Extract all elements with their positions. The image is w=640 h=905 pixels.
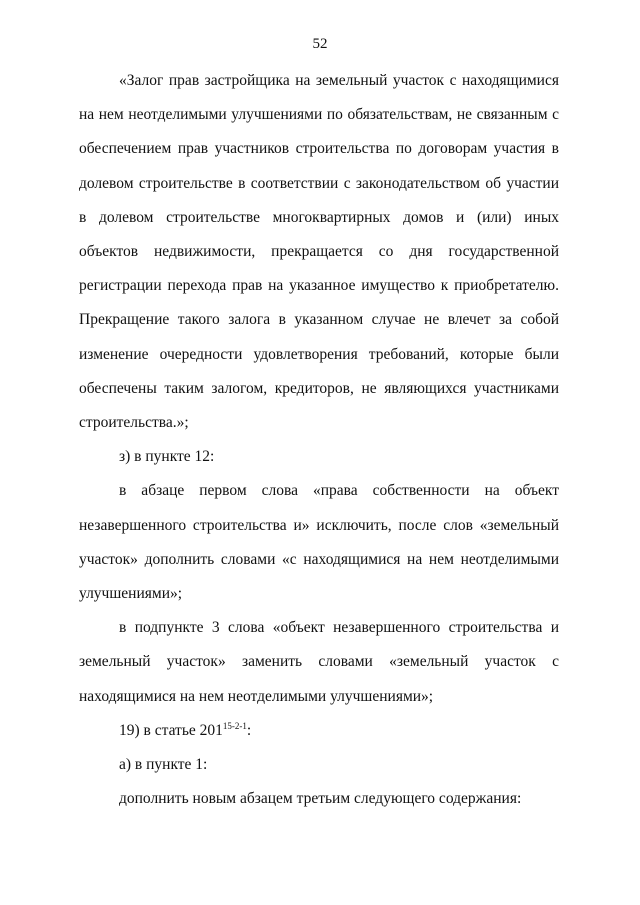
paragraph-point-a: а) в пункте 1: [119, 756, 208, 774]
paragraph-add-third: дополнить новым абзацем третьим следующего содержания: [119, 790, 522, 808]
paragraph-article-19 [79, 714, 559, 748]
paragraph-abzac-first: в абзаце первом слова «права собственности на объект незавершенного строительства и» исключить, после слов «земельный участок» дополнить словами «с находящимися на нем неотделимыми улучшениями»; [79, 482, 559, 603]
paragraph-quote: «Залог прав застройщика на земельный участок с находящимися на нем неотделимыми улучшениями по обязательствам, не связанным с обеспечением прав участников строительства по договорам участия в долевом строительстве в соответствии с законодательством об участии в долевом строительстве многоквартирных домов и (или) иных объектов недвижимости, прекращается со дня государственной регистрации перехода прав на указанное имущество к приобретателю. Прекращение такого залога в указанном случае не влечет за собой изменение очередности удовлетворения требований, которые были обеспечены таким залогом, кредиторов, не являющихся участниками строительства.»; [79, 72, 559, 432]
page-number: 52 [312, 36, 328, 52]
article-suffix: : [246, 721, 252, 739]
article-prefix: 19) в статье 201 [119, 721, 223, 739]
document-body [79, 64, 559, 816]
paragraph-subpoint-3: в подпункте 3 слова «объект незавершенного строительства и земельный участок» заменить словами «земельный участок с находящимися на нем неотделимыми улучшениями»; [79, 619, 559, 705]
article-superscript: 15-2-1 [222, 720, 247, 731]
paragraph-point-z: з) в пункте 12: [119, 448, 215, 466]
